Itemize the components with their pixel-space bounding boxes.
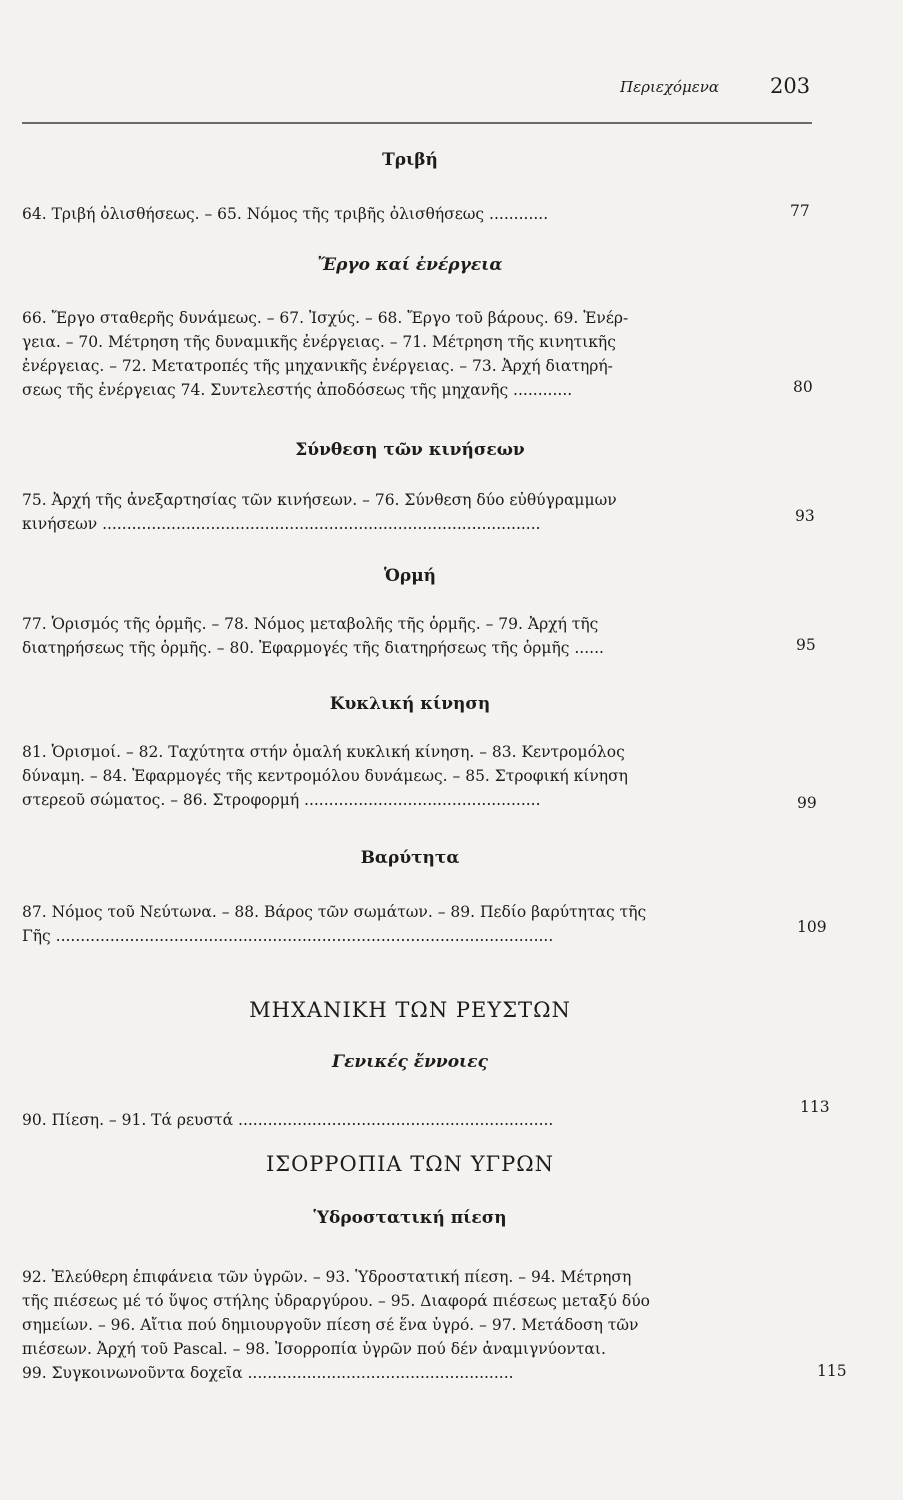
section-heading-general-concepts: Γενικές ἔννοιες [332, 1052, 488, 1072]
toc-line: πιέσεων. Ἀρχή τοῦ Pascal. – 98. Ἰσορροπία ὑγρῶν πού δέν ἀναμιγνύονται. [22, 1340, 606, 1358]
toc-line: 92. Ἐλεύθερη ἐπιφάνεια τῶν ὑγρῶν. – 93. Ὑδροστατική πίεση. – 94. Μέτρηση [22, 1268, 632, 1286]
toc-line: δύναμη. – 84. Ἐφαρμογές τῆς κεντρομόλου δυνάμεως. – 85. Στροφική κίνηση [22, 767, 628, 785]
toc-line: 81. Ὁρισμοί. – 82. Ταχύτητα στήν ὁμαλή κυκλική κίνηση. – 83. Κεντρομόλος [22, 743, 625, 761]
section-heading-momentum: Ὁρμή [384, 566, 436, 586]
part-heading-liquid-equilibrium: ΙΣΟΡΡΟΠΙΑ ΤΩΝ ΥΓΡΩΝ [265, 1152, 555, 1176]
section-heading-composition: Σύνθεση τῶν κινήσεων [295, 440, 525, 460]
toc-entry-hydrostatic-pressure [22, 1265, 792, 1385]
toc-entry-momentum [22, 612, 792, 660]
toc-entry-friction [22, 202, 792, 226]
section-heading-gravity: Βαρύτητα [360, 848, 460, 868]
toc-line: 75. Ἀρχή τῆς ἀνεξαρτησίας τῶν κινήσεων. – 76. Σύνθεση δύο εὐθύγραμμων [22, 491, 617, 509]
header-rule [22, 122, 812, 124]
toc-page-number: 93 [795, 507, 815, 525]
toc-line: στερεοῦ σώματος. – 86. Στροφορμή ................................................ [22, 791, 541, 809]
toc-line: κινήσεων ......................................................................................... [22, 515, 541, 533]
toc-line: Γῆς ..................................................................................................... [22, 927, 554, 945]
toc-page-number: 109 [797, 918, 827, 936]
section-heading-circular-motion: Κυκλική κίνηση [329, 694, 491, 714]
toc-entry-general-concepts [22, 1108, 792, 1132]
part-heading-fluid-mechanics: ΜΗΧΑΝΙΚΗ ΤΩΝ ΡΕΥΣΤΩΝ [249, 998, 571, 1022]
toc-page-number: 115 [817, 1362, 847, 1380]
toc-line: 90. Πίεση. – 91. Τά ρευστά ................................................................ [22, 1111, 554, 1129]
toc-page-number: 113 [800, 1098, 830, 1116]
running-title: Περιεχόμενα [620, 78, 720, 96]
section-heading-hydrostatic-pressure: Ὑδροστατική πίεση [313, 1208, 507, 1228]
toc-entry-gravity [22, 900, 792, 948]
page-number: 203 [770, 74, 811, 98]
toc-line: σημείων. – 96. Αἴτια πού δημιουργοῦν πίεση σέ ἕνα ὑγρό. – 97. Μετάδοση τῶν [22, 1316, 639, 1334]
toc-line: ἐνέργειας. – 72. Μετατροπές τῆς μηχανικῆς ἐνέργειας. – 73. Ἀρχή διατηρή- [22, 357, 613, 375]
toc-page-number: 77 [790, 202, 810, 220]
toc-line: 64. Τριβή ὀλισθήσεως. – 65. Νόμος τῆς τριβῆς ὀλισθήσεως ............ [22, 205, 549, 223]
toc-line: 66. Ἔργο σταθερῆς δυνάμεως. – 67. Ἰσχύς. – 68. Ἔργο τοῦ βάρους. 69. Ἐνέρ- [22, 309, 629, 327]
toc-page-number: 80 [793, 378, 813, 396]
toc-line: 99. Συγκοινωνοῦντα δοχεῖα ...................................................... [22, 1364, 514, 1382]
toc-line: γεια. – 70. Μέτρηση τῆς δυναμικῆς ἐνέργειας. – 71. Μέτρηση τῆς κινητικῆς [22, 333, 616, 351]
toc-line: 77. Ὁρισμός τῆς ὁρμῆς. – 78. Νόμος μεταβολῆς τῆς ὁρμῆς. – 79. Ἀρχή τῆς [22, 615, 599, 633]
toc-page-number: 95 [796, 636, 816, 654]
toc-entry-composition [22, 488, 792, 536]
toc-line: τῆς πιέσεως μέ τό ὕψος στήλης ὑδραργύρου. – 95. Διαφορά πιέσεως μεταξύ δύο [22, 1292, 650, 1310]
toc-entry-work-energy [22, 306, 792, 402]
toc-page-number: 99 [797, 794, 817, 812]
section-heading-work-energy: Ἔργο καί ἐνέργεια [317, 255, 503, 275]
toc-line: διατηρήσεως τῆς ὁρμῆς. – 80. Ἐφαρμογές τῆς διατηρήσεως τῆς ὁρμῆς ...... [22, 639, 604, 657]
toc-line: σεως τῆς ἐνέργειας 74. Συντελεστής ἀποδόσεως τῆς μηχανῆς ............ [22, 381, 573, 399]
toc-line: 87. Νόμος τοῦ Νεύτωνα. – 88. Βάρος τῶν σωμάτων. – 89. Πεδίο βαρύτητας τῆς [22, 903, 647, 921]
section-heading-friction: Τριβή [382, 150, 438, 170]
toc-entry-circular-motion [22, 740, 792, 812]
